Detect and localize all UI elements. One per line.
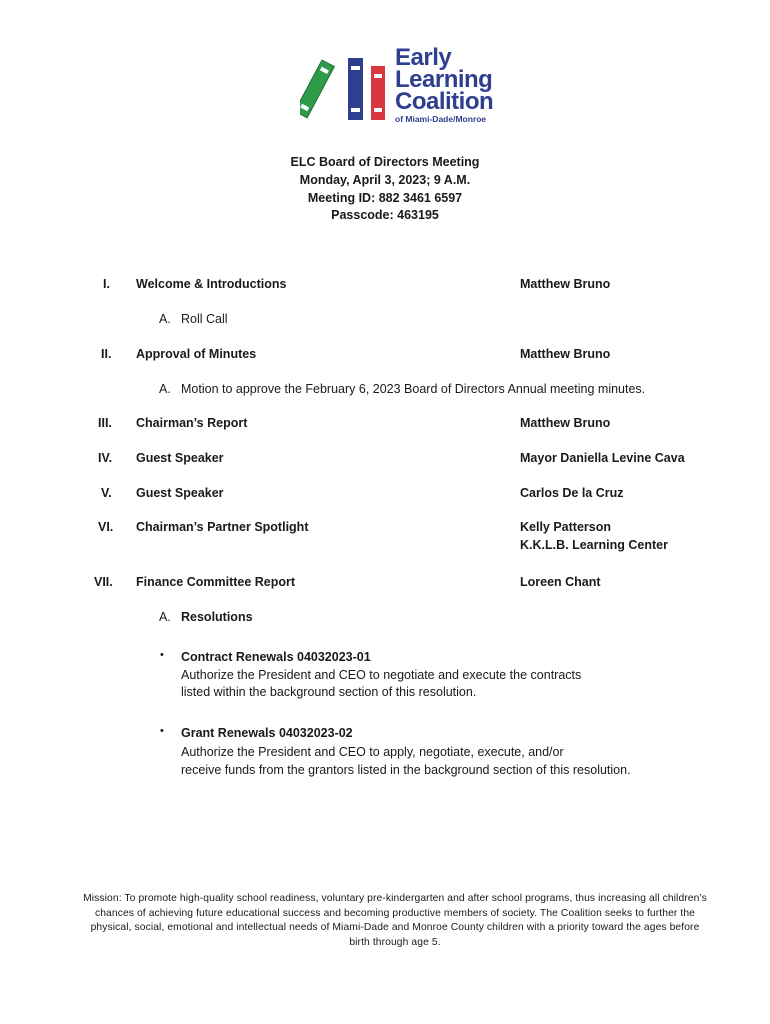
agenda-title-6: Chairman’s Partner Spotlight <box>136 520 309 534</box>
mission-statement: Mission: To promote high-quality school readiness, voluntary pre-kindergarten and after school programs, thus increasing all children’s chances of achieving future educational success and becoming productive members of society. The Coalition seeks to further the physical, social, emotional and intellectual needs of Miami-Dade and Monroe County children with a priority toward the ages before birth through age 5. <box>83 893 707 948</box>
agenda-num-4: IV. <box>98 451 113 465</box>
agenda-presenter-6: Kelly Patterson <box>520 520 612 534</box>
agenda-presenter-6-org: K.K.L.B. Learning Center <box>520 538 668 552</box>
agenda-title-1: Welcome & Introductions <box>136 277 287 291</box>
agenda-num-6: VI. <box>98 520 114 534</box>
bullet-marker-1: • <box>160 649 164 661</box>
agenda-presenter-7: Loreen Chant <box>520 575 601 589</box>
resolution-line-1a: Authorize the President and CEO to negotiate and execute the contracts <box>181 668 582 682</box>
logo-line-subtitle: of Miami-Dade/Monroe <box>395 114 487 124</box>
agenda-sub-letter-1: A. <box>159 312 171 326</box>
logo-line-learning: Learning <box>395 66 493 93</box>
agenda-title-5: Guest Speaker <box>136 486 224 500</box>
agenda-presenter-5: Carlos De la Cruz <box>520 486 624 500</box>
agenda-title-3: Chairman’s Report <box>136 416 248 430</box>
agenda-sub-text-1: Roll Call <box>181 312 228 326</box>
agenda-presenter-4: Mayor Daniella Levine Cava <box>520 451 685 465</box>
logo-line-coalition: Coalition <box>395 88 494 115</box>
resolution-line-2a: Authorize the President and CEO to apply, negotiate, execute, and/or <box>181 745 564 759</box>
agenda-title-4: Guest Speaker <box>136 451 224 465</box>
bullet-marker-2: • <box>160 725 164 737</box>
agenda-sub-text-7: Resolutions <box>181 610 253 624</box>
agenda-num-3: III. <box>98 416 112 430</box>
agenda-sub-text-2: Motion to approve the February 6, 2023 Board of Directors Annual meeting minutes. <box>181 382 646 396</box>
resolution-title-2: Grant Renewals 04032023-02 <box>181 726 353 740</box>
meeting-title: ELC Board of Directors Meeting <box>290 155 480 169</box>
meeting-passcode: Passcode: 463195 <box>331 208 439 222</box>
meeting-date: Monday, April 3, 2023; 9 A.M. <box>299 173 471 187</box>
logo-line-early: Early <box>395 44 452 71</box>
agenda-num-1: I. <box>103 277 110 291</box>
agenda-num-2: II. <box>101 347 112 361</box>
resolution-line-2b: receive funds from the grantors listed in the background section of this resolution. <box>181 763 631 777</box>
agenda-title-7: Finance Committee Report <box>136 575 296 589</box>
meeting-id: Meeting ID: 882 3461 6597 <box>307 191 463 205</box>
resolution-line-1b: listed within the background section of this resolution. <box>181 685 477 699</box>
agenda-num-7: VII. <box>94 575 113 589</box>
agenda-num-5: V. <box>101 486 112 500</box>
elc-logo <box>300 46 510 126</box>
resolution-title-1: Contract Renewals 04032023-01 <box>181 650 371 664</box>
agenda-sub-letter-2: A. <box>159 382 171 396</box>
agenda-sub-letter-7: A. <box>159 610 171 624</box>
agenda-title-2: Approval of Minutes <box>136 347 257 361</box>
books-icon <box>300 46 390 126</box>
agenda-presenter-3: Matthew Bruno <box>520 416 611 430</box>
agenda-presenter-2: Matthew Bruno <box>520 347 611 361</box>
agenda-presenter-1: Matthew Bruno <box>520 277 611 291</box>
